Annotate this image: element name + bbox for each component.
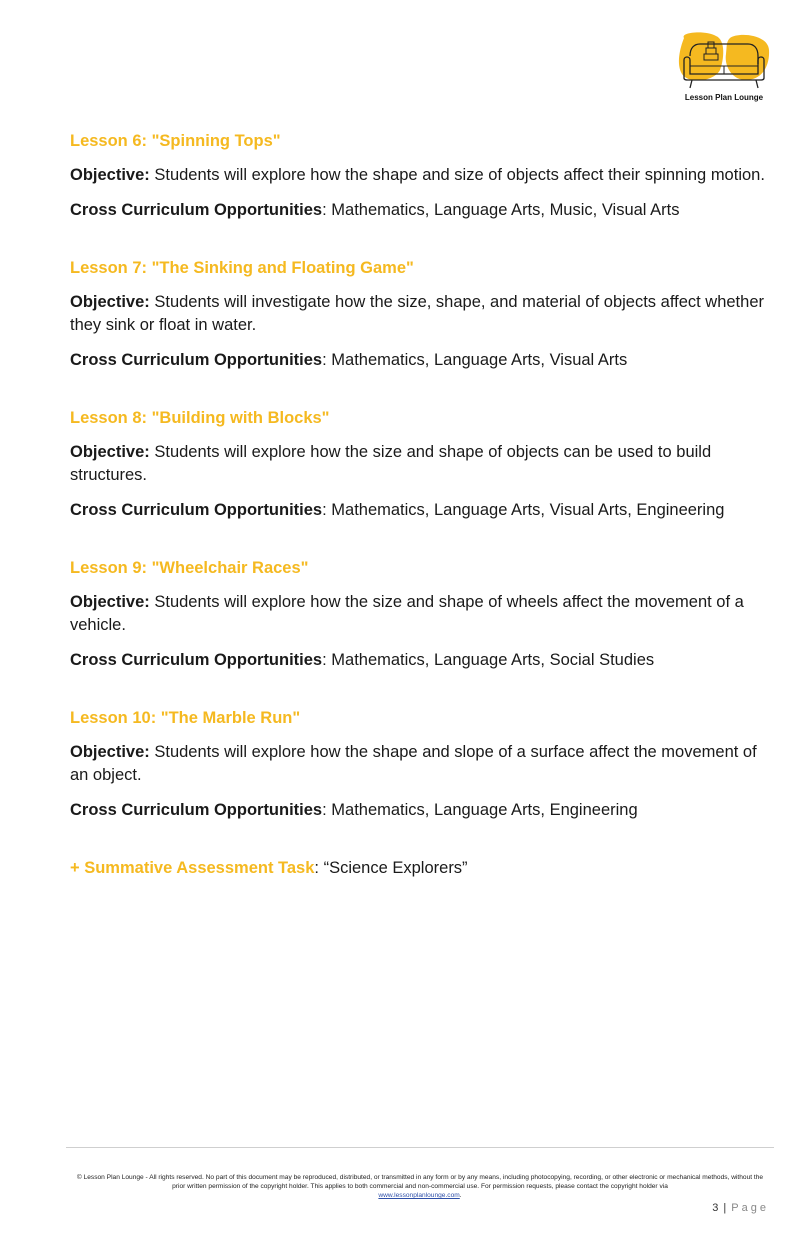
objective — [70, 164, 775, 187]
objective-label: Objective: — [70, 743, 150, 761]
summative-label: + Summative Assessment Task — [70, 859, 315, 877]
lesson-block — [70, 130, 775, 222]
lesson-block — [70, 707, 775, 822]
copyright-text: © Lesson Plan Lounge - All rights reserved. No part of this document may be reproduced, distributed, or transmitted in any form or by any means, including photocopying, recording, or other electronic or mechanical methods, without the prior written permission of the copyright holder. This applies to both commercial and non-commercial use. For permission requests, please contact the copyright holder via — [76, 1174, 764, 1190]
lesson-block — [70, 257, 775, 372]
lesson-block — [70, 557, 775, 672]
cross-curriculum-text: : Mathematics, Language Arts, Music, Visual Arts — [322, 201, 680, 219]
cross-curriculum-label: Cross Curriculum Opportunities — [70, 351, 323, 369]
page-word: Page — [731, 1202, 769, 1214]
lesson-title: Lesson 8: "Building with Blocks" — [70, 409, 330, 427]
footer-copyright — [70, 1173, 770, 1200]
objective — [70, 291, 775, 337]
objective-text: Students will explore how the shape and size of objects affect their spinning motion. — [149, 166, 765, 184]
lesson-title: Lesson 9: "Wheelchair Races" — [70, 559, 309, 577]
lesson-title: Lesson 7: "The Sinking and Floating Game" — [70, 259, 414, 277]
cross-curriculum-text: : Mathematics, Language Arts, Social Studies — [322, 651, 655, 669]
lesson-block — [70, 407, 775, 522]
lesson-title: Lesson 6: "Spinning Tops" — [70, 132, 281, 150]
page-number — [712, 1202, 769, 1214]
objective-label: Objective: — [70, 593, 150, 611]
page-number-value: 3 — [712, 1202, 720, 1214]
cross-curriculum — [70, 799, 775, 822]
summative-text: : “Science Explorers” — [314, 859, 468, 877]
objective-label: Objective: — [70, 293, 150, 311]
summative-assessment — [70, 857, 775, 879]
objective — [70, 591, 775, 637]
cross-curriculum — [70, 649, 775, 672]
cross-curriculum-label: Cross Curriculum Opportunities — [70, 501, 323, 519]
cross-curriculum-text: : Mathematics, Language Arts, Engineering — [322, 801, 638, 819]
objective-label: Objective: — [70, 166, 150, 184]
objective-text: Students will investigate how the size, shape, and material of objects affect whether they sink or float in water. — [70, 293, 764, 334]
objective-label: Objective: — [70, 443, 150, 461]
page-separator: | — [723, 1202, 728, 1214]
objective-text: Students will explore how the shape and slope of a surface affect the movement of an object. — [70, 743, 757, 784]
cross-curriculum — [70, 349, 775, 372]
cross-curriculum-label: Cross Curriculum Opportunities — [70, 651, 323, 669]
objective — [70, 441, 775, 487]
cross-curriculum — [70, 199, 775, 222]
sofa-logo-icon — [676, 30, 772, 92]
link-suffix: . — [459, 1192, 462, 1199]
logo — [676, 30, 776, 106]
logo-label: Lesson Plan Lounge — [684, 93, 764, 102]
lesson-list — [70, 130, 775, 879]
cross-curriculum-label: Cross Curriculum Opportunities — [70, 801, 323, 819]
cross-curriculum — [70, 499, 775, 522]
lesson-title: Lesson 10: "The Marble Run" — [70, 709, 301, 727]
objective-text: Students will explore how the size and shape of wheels affect the movement of a vehicle. — [70, 593, 744, 634]
footer-divider — [66, 1147, 774, 1148]
website-link[interactable]: www.lessonplanlounge.com — [378, 1192, 460, 1199]
cross-curriculum-text: : Mathematics, Language Arts, Visual Arts — [322, 351, 628, 369]
objective-text: Students will explore how the size and shape of objects can be used to build structures. — [70, 443, 712, 484]
cross-curriculum-label: Cross Curriculum Opportunities — [70, 201, 323, 219]
objective — [70, 741, 775, 787]
cross-curriculum-text: : Mathematics, Language Arts, Visual Arts, Engineering — [322, 501, 725, 519]
